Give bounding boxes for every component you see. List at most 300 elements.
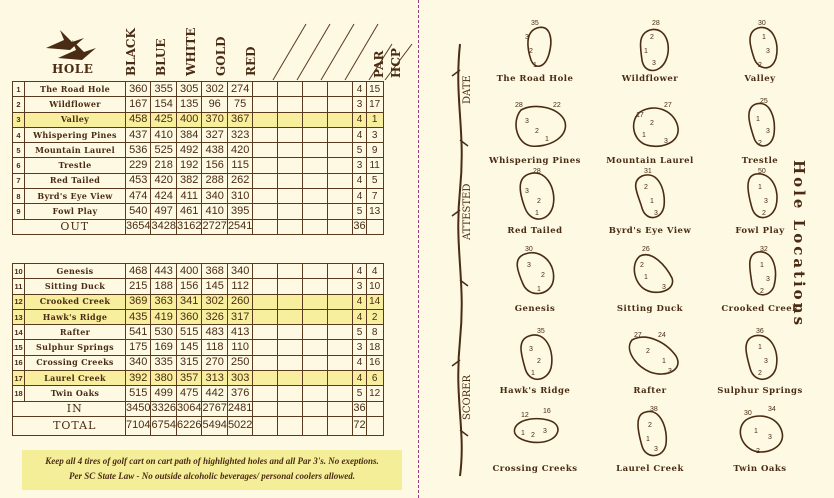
score-cell (303, 371, 328, 386)
pin-number: 1 (533, 62, 537, 69)
back-nine-table (12, 263, 384, 436)
pin-number: 2 (535, 128, 539, 135)
score-cell (303, 189, 328, 204)
green-diagram (600, 398, 700, 478)
pin-number: 3 (654, 210, 658, 217)
pin-number: 34 (768, 406, 776, 413)
green-name: Red Tailed (507, 226, 563, 236)
table-row (13, 127, 384, 142)
pin-number: 3 (766, 276, 770, 283)
hole-name: Valley (25, 112, 126, 127)
hole-number: 15 (13, 340, 25, 355)
pin-number: 50 (758, 168, 766, 175)
hcp-cell: 9 (366, 143, 383, 158)
tee-header-black: BLACK (124, 28, 138, 76)
par-column-header: PAR (372, 50, 386, 78)
yardage-cell: 302 (202, 294, 227, 309)
hcp-cell: 17 (366, 97, 383, 112)
summary-spacer (13, 416, 25, 435)
pin-number: 3 (664, 138, 668, 145)
yardage-cell: 175 (126, 340, 151, 355)
summary-hcp (366, 219, 383, 234)
yardage-cell: 188 (151, 279, 176, 294)
pin-number: 3 (654, 446, 658, 453)
hole-number: 7 (13, 173, 25, 188)
score-cell (328, 371, 353, 386)
par-cell: 5 (353, 204, 366, 219)
green-outline-icon (600, 238, 700, 304)
hcp-cell: 3 (366, 127, 383, 142)
yardage-cell: 327 (202, 127, 227, 142)
par-cell: 4 (353, 355, 366, 370)
score-cell (253, 82, 278, 97)
yardage-cell: 340 (227, 264, 252, 279)
green-name: The Road Hole (496, 74, 574, 84)
summary-hcp (366, 416, 383, 435)
hole-name: Fowl Play (25, 204, 126, 219)
pin-number: 31 (644, 168, 652, 175)
hole-locations-title: Hole Locations (790, 160, 808, 329)
notice-line-2: Per SC State Law - No outside alcoholic beverages/ personal coolers allowed. (69, 471, 355, 481)
hcp-cell: 16 (366, 355, 383, 370)
green-name: Hawk's Ridge (499, 386, 571, 396)
score-cell (328, 143, 353, 158)
summary-label: TOTAL (25, 416, 126, 435)
hole-name: Rafter (25, 325, 126, 340)
par-cell: 4 (353, 294, 366, 309)
summary-row-out (13, 219, 384, 234)
green-diagram (485, 90, 585, 170)
yardage-cell: 274 (227, 82, 252, 97)
hole-name: Crossing Creeks (25, 355, 126, 370)
hcp-column-header: HCP (389, 48, 403, 78)
yardage-cell: 483 (202, 325, 227, 340)
par-cell: 4 (353, 264, 366, 279)
summary-yardage: 7104 (126, 416, 151, 435)
summary-yardage: 3064 (176, 401, 201, 416)
hole-number: 10 (13, 264, 25, 279)
yardage-cell: 384 (176, 127, 201, 142)
score-cell (303, 294, 328, 309)
hole-number: 5 (13, 143, 25, 158)
score-cell (253, 189, 278, 204)
yardage-cell: 525 (151, 143, 176, 158)
green-name: Sitting Duck (616, 304, 684, 314)
yardage-cell: 437 (126, 127, 151, 142)
hole-number: 3 (13, 112, 25, 127)
cart-path-notice (22, 450, 402, 490)
yardage-cell: 229 (126, 158, 151, 173)
summary-score-cell (303, 416, 328, 435)
pin-number: 3 (764, 358, 768, 365)
score-cell (253, 371, 278, 386)
summary-yardage: 6226 (176, 416, 201, 435)
attested-label: ATTESTED (462, 183, 473, 240)
score-cell (303, 325, 328, 340)
summary-score-cell (278, 416, 303, 435)
yardage-cell: 438 (202, 143, 227, 158)
yardage-cell: 315 (176, 355, 201, 370)
green-outline-icon (600, 320, 700, 386)
yardage-cell: 382 (176, 173, 201, 188)
score-cell (278, 112, 303, 127)
tee-header-red: RED (244, 46, 258, 76)
summary-label: OUT (25, 219, 126, 234)
score-cell (303, 112, 328, 127)
table-row (13, 386, 384, 401)
pin-number: 2 (758, 370, 762, 377)
summary-yardage: 3450 (126, 401, 151, 416)
pin-number: 3 (662, 284, 666, 291)
hole-number: 14 (13, 325, 25, 340)
summary-score-cell (303, 401, 328, 416)
green-diagram (710, 160, 810, 240)
green-name: Valley (744, 74, 776, 84)
hcp-cell: 6 (366, 371, 383, 386)
score-cell (303, 386, 328, 401)
score-cell (278, 127, 303, 142)
yardage-cell: 96 (202, 97, 227, 112)
score-cell (303, 97, 328, 112)
score-cell (303, 279, 328, 294)
score-cell (278, 386, 303, 401)
pin-number: 2 (644, 184, 648, 191)
score-cell (328, 355, 353, 370)
tee-header-blue: BLUE (154, 38, 168, 76)
pin-number: 24 (658, 332, 666, 339)
pin-number: 30 (744, 410, 752, 417)
score-cell (328, 264, 353, 279)
summary-yardage: 3654 (126, 219, 151, 234)
score-cell (253, 204, 278, 219)
score-cell (328, 309, 353, 324)
score-cell (278, 173, 303, 188)
hcp-cell: 10 (366, 279, 383, 294)
yardage-cell: 145 (202, 279, 227, 294)
hole-name: Red Tailed (25, 173, 126, 188)
score-cell (303, 309, 328, 324)
yardage-cell: 400 (176, 112, 201, 127)
score-cell (253, 158, 278, 173)
green-outline-icon (485, 398, 585, 464)
table-row (13, 264, 384, 279)
pin-number: 2 (758, 140, 762, 147)
pin-number: 1 (650, 198, 654, 205)
pin-number: 2 (760, 288, 764, 295)
pin-number: 3 (543, 428, 547, 435)
table-row (13, 325, 384, 340)
yardage-cell: 410 (151, 127, 176, 142)
green-name: Trestle (741, 156, 779, 166)
hcp-cell: 4 (366, 264, 383, 279)
yardage-cell: 340 (126, 355, 151, 370)
pin-number: 2 (537, 358, 541, 365)
yardage-cell: 169 (151, 340, 176, 355)
summary-row-total (13, 416, 384, 435)
yardage-cell: 313 (202, 371, 227, 386)
pin-number: 12 (521, 412, 529, 419)
score-cell (278, 371, 303, 386)
score-cell (253, 173, 278, 188)
yardage-cell: 167 (126, 97, 151, 112)
pin-number: 3 (766, 48, 770, 55)
score-cell (303, 173, 328, 188)
hole-number: 11 (13, 279, 25, 294)
yardage-cell: 540 (126, 204, 151, 219)
pin-number: 1 (521, 430, 525, 437)
yardage-cell: 156 (176, 279, 201, 294)
par-cell: 5 (353, 325, 366, 340)
hole-name: Genesis (25, 264, 126, 279)
green-name: Laurel Creek (616, 464, 684, 474)
green-diagram (710, 398, 810, 478)
par-cell: 4 (353, 127, 366, 142)
pin-number: 3 (668, 368, 672, 375)
score-cell (278, 158, 303, 173)
score-cell (253, 340, 278, 355)
summary-hcp (366, 401, 383, 416)
table-row (13, 204, 384, 219)
summary-score-cell (253, 219, 278, 234)
yardage-cell: 110 (227, 340, 252, 355)
score-cell (303, 82, 328, 97)
yardage-cell: 360 (176, 309, 201, 324)
summary-yardage: 3326 (151, 401, 176, 416)
table-row (13, 97, 384, 112)
yardage-cell: 135 (176, 97, 201, 112)
hcp-cell: 8 (366, 325, 383, 340)
summary-yardage: 2727 (202, 219, 227, 234)
hcp-cell: 2 (366, 309, 383, 324)
hcp-cell: 12 (366, 386, 383, 401)
summary-yardage: 5494 (202, 416, 227, 435)
pin-number: 1 (758, 344, 762, 351)
yardage-cell: 443 (151, 264, 176, 279)
yardage-cell: 192 (176, 158, 201, 173)
score-cell (328, 82, 353, 97)
pin-number: 1 (758, 184, 762, 191)
pin-number: 38 (650, 406, 658, 413)
score-cell (253, 355, 278, 370)
score-cell (253, 325, 278, 340)
hole-column-header: HOLE (52, 62, 94, 76)
yardage-cell: 75 (227, 97, 252, 112)
yardage-cell: 326 (202, 309, 227, 324)
yardage-cell: 305 (176, 82, 201, 97)
score-cell (303, 143, 328, 158)
yardage-cell: 442 (202, 386, 227, 401)
hole-name: Crooked Creek (25, 294, 126, 309)
yardage-cell: 424 (151, 189, 176, 204)
hole-name: Sulphur Springs (25, 340, 126, 355)
green-name: Mountain Laurel (606, 156, 694, 166)
date-label: DATE (462, 75, 473, 104)
green-diagram (600, 160, 700, 240)
yardage-cell: 363 (151, 294, 176, 309)
green-diagram (600, 238, 700, 318)
hole-name: Byrd's Eye View (25, 189, 126, 204)
yardage-cell: 376 (227, 386, 252, 401)
hole-name: Hawk's Ridge (25, 309, 126, 324)
table-row (13, 309, 384, 324)
green-name: Crossing Creeks (492, 464, 578, 474)
yardage-cell: 262 (227, 173, 252, 188)
green-name: Genesis (514, 304, 556, 314)
hole-number: 1 (13, 82, 25, 97)
hole-name: Twin Oaks (25, 386, 126, 401)
yardage-cell: 340 (202, 189, 227, 204)
hole-number: 17 (13, 371, 25, 386)
pin-number: 30 (758, 20, 766, 27)
hcp-cell: 7 (366, 189, 383, 204)
scorer-label: SCORER (462, 374, 473, 420)
pin-number: 1 (754, 428, 758, 435)
pin-number: 3 (766, 128, 770, 135)
table-row (13, 279, 384, 294)
pin-number: 2 (531, 432, 535, 439)
yardage-cell: 453 (126, 173, 151, 188)
score-cell (253, 97, 278, 112)
hcp-cell: 11 (366, 158, 383, 173)
hole-number: 13 (13, 309, 25, 324)
yardage-cell: 260 (227, 294, 252, 309)
yardage-cell: 355 (151, 82, 176, 97)
hcp-cell: 5 (366, 173, 383, 188)
green-name: Sulphur Springs (717, 386, 803, 396)
green-name: Whispering Pines (489, 156, 581, 166)
green-outline-icon (485, 238, 585, 304)
hole-name: Trestle (25, 158, 126, 173)
par-cell: 3 (353, 158, 366, 173)
green-diagram (485, 12, 585, 92)
yardage-cell: 250 (227, 355, 252, 370)
score-cell (278, 204, 303, 219)
par-cell: 4 (353, 189, 366, 204)
yardage-cell: 468 (126, 264, 151, 279)
green-name: Wildflower (621, 74, 679, 84)
green-diagram (710, 238, 810, 318)
yardage-cell: 368 (202, 264, 227, 279)
pin-number: 27 (634, 332, 642, 339)
yardage-cell: 335 (151, 355, 176, 370)
yardage-cell: 118 (202, 340, 227, 355)
pin-number: 1 (644, 48, 648, 55)
pin-number: 28 (533, 168, 541, 175)
score-cell (303, 340, 328, 355)
summary-yardage: 6754 (151, 416, 176, 435)
yardage-cell: 530 (151, 325, 176, 340)
summary-yardage: 3428 (151, 219, 176, 234)
summary-par: 36 (353, 219, 366, 234)
pin-number: 3 (652, 60, 656, 67)
summary-score-cell (303, 219, 328, 234)
score-cell (253, 279, 278, 294)
par-cell: 4 (353, 112, 366, 127)
green-diagram (710, 320, 810, 400)
yardage-cell: 302 (202, 82, 227, 97)
yardage-cell: 367 (227, 112, 252, 127)
score-cell (303, 127, 328, 142)
pin-number: 2 (648, 422, 652, 429)
summary-yardage: 2767 (202, 401, 227, 416)
green-name: Twin Oaks (733, 464, 787, 474)
green-name: Byrd's Eye View (608, 226, 692, 236)
summary-score-cell (278, 401, 303, 416)
par-cell: 4 (353, 173, 366, 188)
yardage-cell: 218 (151, 158, 176, 173)
yardage-cell: 369 (126, 294, 151, 309)
hole-number: 2 (13, 97, 25, 112)
pin-number: 3 (768, 434, 772, 441)
hcp-cell: 14 (366, 294, 383, 309)
yardage-cell: 499 (151, 386, 176, 401)
score-cell (278, 97, 303, 112)
table-row (13, 158, 384, 173)
summary-yardage: 3162 (176, 219, 201, 234)
par-cell: 4 (353, 371, 366, 386)
hole-number: 12 (13, 294, 25, 309)
par-cell: 5 (353, 143, 366, 158)
score-cell (253, 294, 278, 309)
yardage-cell: 425 (151, 112, 176, 127)
par-cell: 3 (353, 279, 366, 294)
yardage-cell: 410 (202, 204, 227, 219)
score-cell (278, 309, 303, 324)
summary-score-cell (253, 416, 278, 435)
pin-number: 2 (762, 210, 766, 217)
green-diagram (485, 398, 585, 478)
yardage-cell: 112 (227, 279, 252, 294)
pin-number: 1 (545, 136, 549, 143)
pin-number: 3 (525, 188, 529, 195)
pin-number: 1 (535, 210, 539, 217)
score-cell (303, 204, 328, 219)
hole-name: Mountain Laurel (25, 143, 126, 158)
summary-par: 72 (353, 416, 366, 435)
summary-yardage: 2481 (227, 401, 252, 416)
pin-number: 2 (529, 48, 533, 55)
pin-number: 1 (760, 262, 764, 269)
score-cell (253, 112, 278, 127)
yardage-cell: 156 (202, 158, 227, 173)
yardage-cell: 395 (227, 204, 252, 219)
score-cell (278, 325, 303, 340)
par-cell: 4 (353, 309, 366, 324)
hole-name: Whispering Pines (25, 127, 126, 142)
par-cell: 5 (353, 386, 366, 401)
yardage-cell: 270 (202, 355, 227, 370)
yardage-cell: 515 (126, 386, 151, 401)
yardage-cell: 497 (151, 204, 176, 219)
pin-number: 2 (537, 198, 541, 205)
yardage-cell: 392 (126, 371, 151, 386)
pin-number: 16 (543, 408, 551, 415)
blank-column-diagonals (0, 0, 418, 82)
hcp-cell: 13 (366, 204, 383, 219)
yardage-cell: 420 (227, 143, 252, 158)
pin-number: 30 (525, 246, 533, 253)
table-row (13, 371, 384, 386)
summary-spacer (13, 401, 25, 416)
yardage-cell: 145 (176, 340, 201, 355)
pin-number: 2 (640, 262, 644, 269)
green-diagram (485, 320, 585, 400)
yardage-cell: 474 (126, 189, 151, 204)
score-cell (253, 309, 278, 324)
pin-number: 2 (541, 272, 545, 279)
yardage-cell: 323 (227, 127, 252, 142)
pin-number: 1 (642, 132, 646, 139)
